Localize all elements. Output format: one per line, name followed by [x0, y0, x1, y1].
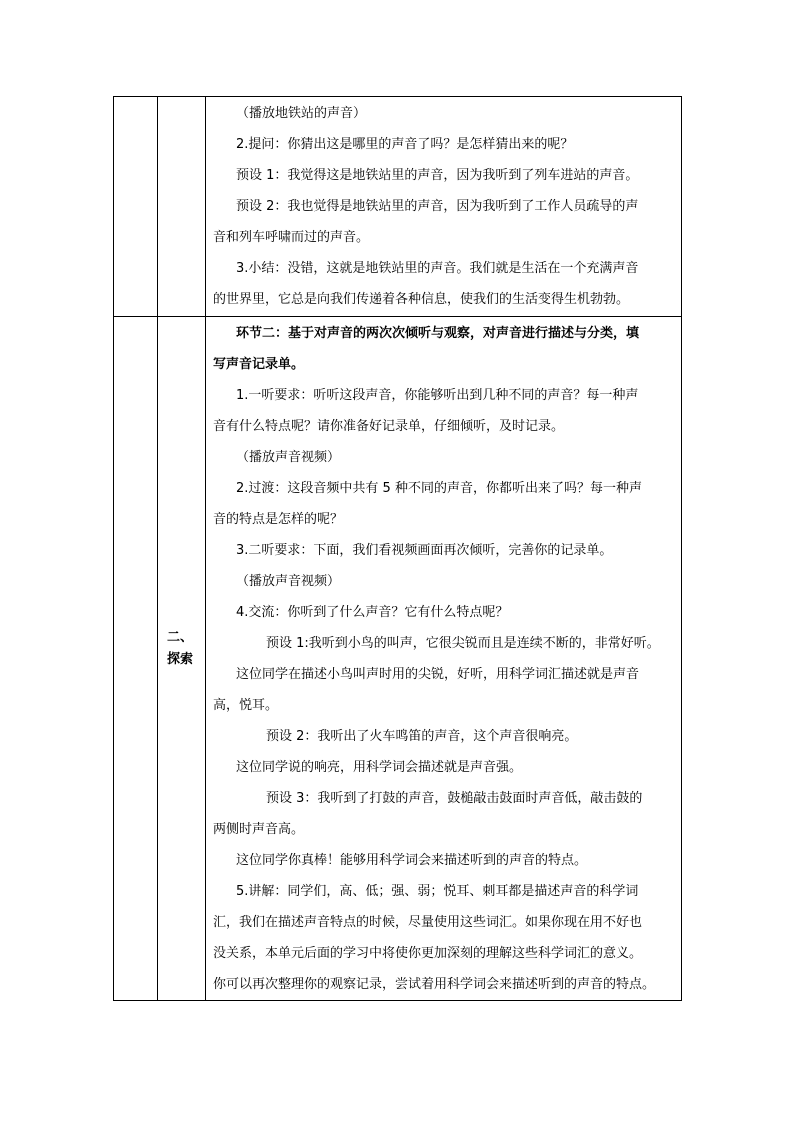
paragraph-line: 音和列车呼啸而过的声音。: [213, 230, 370, 245]
paragraph-line: 预设 3：我听到了打鼓的声音，鼓槌敲击鼓面时声音低，敲击鼓的: [266, 791, 643, 806]
paragraph-line: 没关系，本单元后面的学习中将使你更加深刻的理解这些科学词汇的意义。: [213, 946, 643, 961]
paragraph-line: 高，悦耳。: [213, 698, 279, 713]
paragraph-line: 5.讲解：同学们，高、低；强、弱；悦耳、刺耳都是描述声音的科学词: [236, 884, 639, 899]
paragraph-line: 1.一听要求：听听这段声音，你能够听出到几种不同的声音？每一种声: [236, 388, 639, 403]
paragraph-line: 2.过渡：这段音频中共有 5 种不同的声音，你都听出来了吗？每一种声: [236, 481, 642, 496]
paragraph-line: 的世界里，它总是向我们传递着各种信息，使我们的生活变得生机勃勃。: [213, 292, 630, 307]
paragraph-line: 4.交流：你听到了什么声音？它有什么特点呢？: [236, 605, 509, 620]
paragraph-line: 写声音记录单。: [213, 357, 305, 372]
paragraph-line: 预设 1:我听到小鸟的叫声，它很尖锐而且是连续不断的，非常好听。: [266, 636, 660, 651]
section-title: 探索: [167, 652, 194, 667]
paragraph-line: 3.二听要求：下面，我们看视频画面再次倾听，完善你的记录单。: [236, 543, 613, 558]
paragraph-line: 这位同学在描述小鸟叫声时用的尖锐，好听，用科学词汇描述就是声音: [236, 667, 640, 682]
paragraph-line: 预设 2：我也觉得是地铁站里的声音，因为我听到了工作人员疏导的声: [236, 199, 639, 214]
paragraph-line: 你可以再次整理你的观察记录，尝试着用科学词会来描述听到的声音的特点。: [213, 977, 656, 992]
row2-content: [206, 318, 680, 1000]
paragraph-line: 这位同学说的响亮，用科学词会描述就是声音强。: [236, 760, 523, 775]
paragraph-line: 音的特点是怎样的呢？: [213, 512, 344, 527]
paragraph-line: 两侧时声音高。: [213, 822, 305, 837]
paragraph-line: 这位同学你真棒！能够用科学词会来描述听到的声音的特点。: [236, 853, 588, 868]
paragraph-line: （播放地铁站的声音）: [236, 106, 367, 121]
paragraph-line: 环节二：基于对声音的两次次倾听与观察，对声音进行描述与分类，填: [236, 326, 640, 341]
paragraph-line: 预设 1：我觉得这是地铁站里的声音，因为我听到了列车进站的声音。: [236, 168, 639, 183]
paragraph-line: 汇，我们在描述声音特点的时候，尽量使用这些词汇。如果你现在用不好也: [213, 915, 643, 930]
section-label: [161, 627, 205, 671]
paragraph-line: 音有什么特点呢？请你准备好记录单，仔细倾听，及时记录。: [213, 419, 565, 434]
paragraph-line: 2.提问：你猜出这是哪里的声音了吗？是怎样猜出来的呢？: [236, 137, 574, 152]
row1-content: [206, 98, 680, 315]
row-divider: [114, 316, 681, 317]
section-number: 二、: [167, 630, 194, 645]
paragraph-line: 3.小结：没错，这就是地铁站里的声音。我们就是生活在一个充满声音: [236, 261, 639, 276]
paragraph-line: （播放声音视频）: [236, 574, 341, 589]
paragraph-line: （播放声音视频）: [236, 450, 341, 465]
lesson-plan-table: [113, 96, 682, 1001]
paragraph-line: 预设 2：我听出了火车鸣笛的声音，这个声音很响亮。: [266, 729, 578, 744]
column-divider: [157, 97, 158, 1000]
